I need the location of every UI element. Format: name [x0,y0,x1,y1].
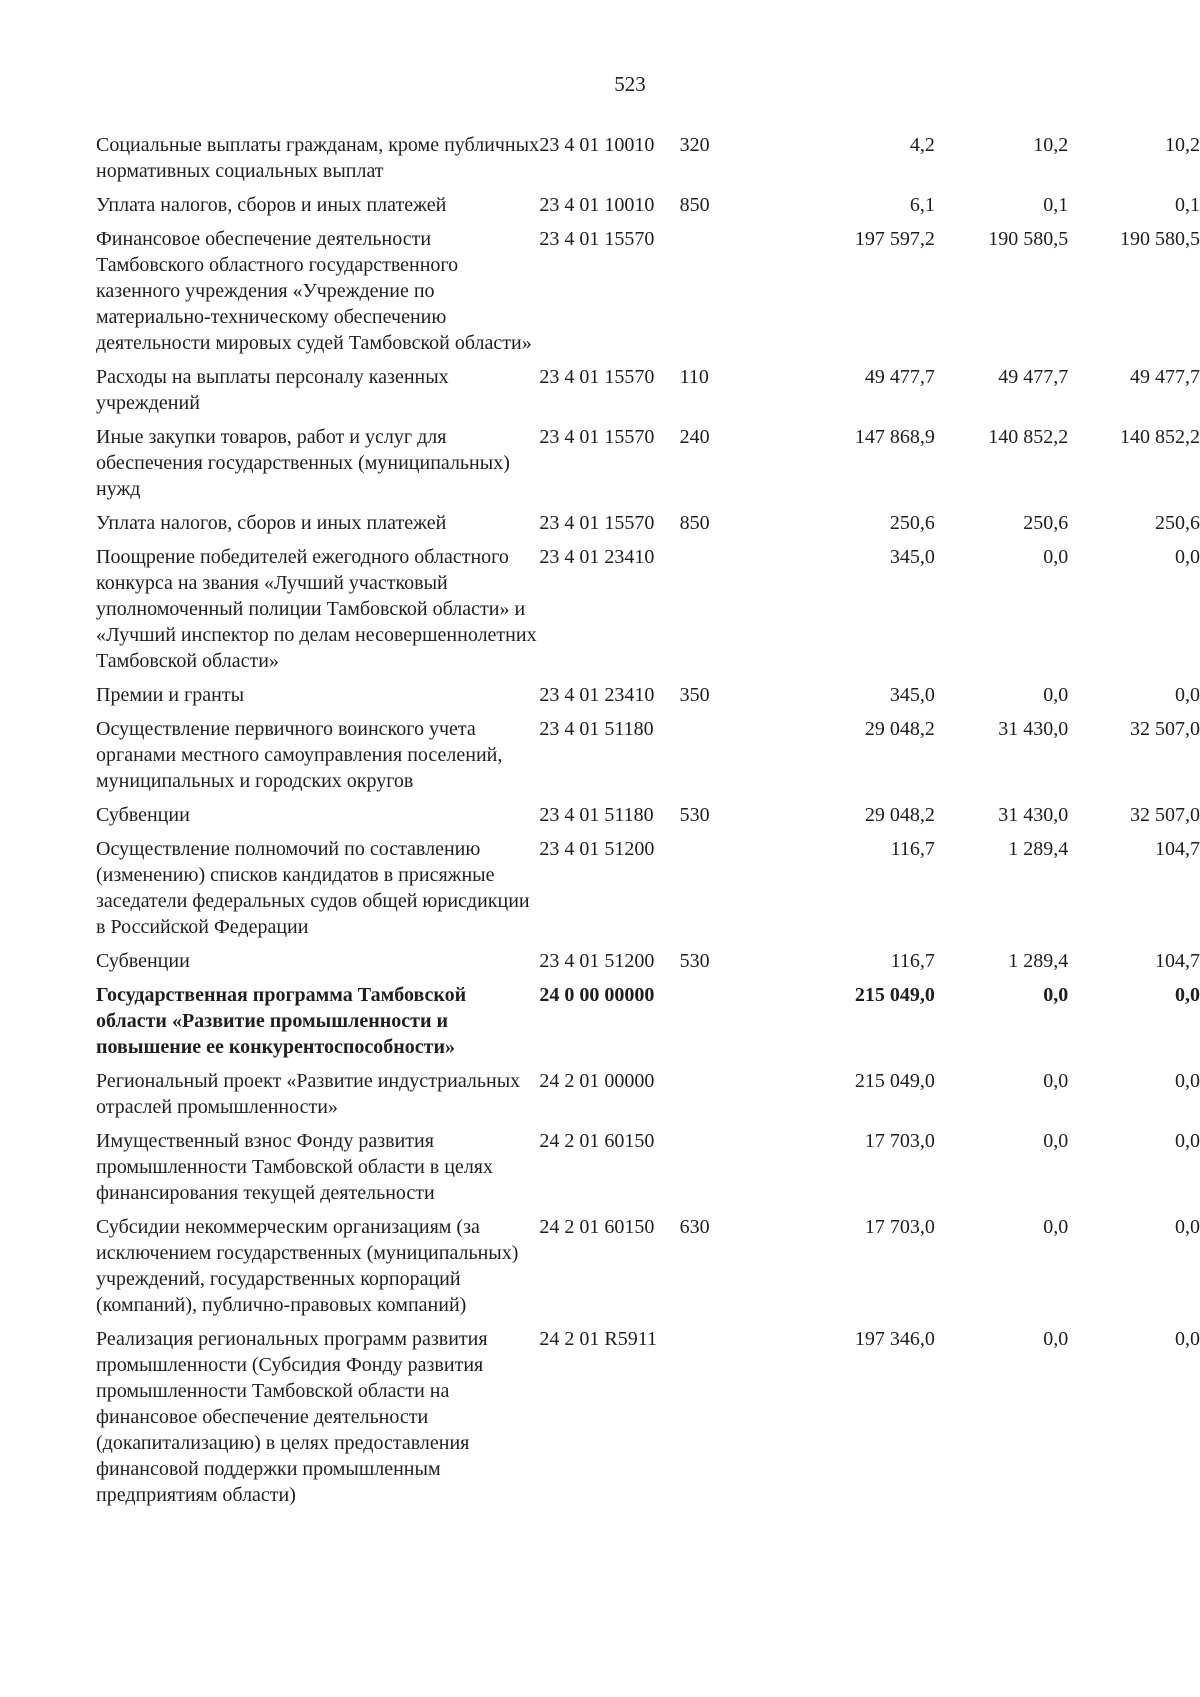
amount-year-3-cell: 250,6 [1155,512,1200,534]
target-article-code-cell: 24 2 01 60150 [539,1130,655,1152]
amount-year-1-cell: 17 703,0 [864,1216,935,1238]
expense-type-code-cell [680,1128,732,1214]
table-row [96,836,1200,948]
amount-year-2-cell: 49 477,7 [998,366,1069,388]
row-name-cell: Поощрение победителей ежегодного областного конкурса на звания «Лучший участковый уполномоченный полиции Тамбовской области» и «Лучший инспектор по делам несовершеннолетних Тамбовской области» [96,546,537,672]
table-row [96,510,1200,544]
amount-year-1-cell: 345,0 [889,684,935,706]
row-name-cell: Премии и гранты [96,684,245,706]
target-article-code-cell: 23 4 01 23410 [539,546,655,568]
table-row [96,982,1200,1068]
amount-year-2-cell: 250,6 [1023,512,1069,534]
row-name-cell: Субвенции [96,950,190,972]
expense-type-code-cell [680,982,732,1068]
amount-year-1-cell: 6,1 [909,194,935,216]
table-row [96,1128,1200,1214]
amount-year-3-cell: 104,7 [1155,950,1200,972]
amount-year-3-cell: 10,2 [1165,134,1200,156]
amount-year-3-cell: 0,0 [1175,1070,1200,1092]
target-article-code-cell: 24 0 00 00000 [539,984,655,1006]
row-name-cell: Уплата налогов, сборов и иных платежей [96,512,447,534]
amount-year-3-cell: 0,1 [1175,194,1200,216]
amount-year-3-cell: 32 507,0 [1130,804,1200,826]
target-article-code-cell: 24 2 01 00000 [539,1070,655,1092]
budget-table [96,132,1200,1516]
row-name-cell: Государственная программа Тамбовской области «Развитие промышленности и повышение ее конкурентоспособности» [96,984,467,1058]
row-name-cell: Социальные выплаты гражданам, кроме публичных нормативных социальных выплат [96,134,540,182]
row-name-cell: Осуществление первичного воинского учета органами местного самоуправления поселений, муниципальных и городских округов [96,718,503,792]
table-row [96,424,1200,510]
amount-year-2-cell: 31 430,0 [998,804,1069,826]
row-name-cell: Финансовое обеспечение деятельности Тамбовского областного государственного казенного учреждения «Учреждение по материально-техническому обеспечению деятельности мировых судей Тамбовской области» [96,228,532,354]
amount-year-2-cell: 1 289,4 [1008,950,1069,972]
amount-year-3-cell: 140 852,2 [1120,426,1200,448]
table-row [96,132,1200,192]
target-article-code-cell: 24 2 01 60150 [539,1216,655,1238]
target-article-code-cell: 23 4 01 51180 [539,718,654,740]
amount-year-1-cell: 116,7 [890,838,935,860]
amount-year-2-cell: 0,1 [1043,194,1069,216]
row-name-cell: Имущественный взнос Фонду развития промышленности Тамбовской области в целях финансирования текущей деятельности [96,1130,493,1204]
target-article-code-cell: 23 4 01 15570 [539,512,655,534]
expense-type-code-cell: 630 [679,1216,710,1238]
table-row [96,716,1200,802]
amount-year-2-cell: 190 580,5 [988,228,1069,250]
table-row [96,1214,1200,1326]
expense-type-code-cell [680,1068,732,1128]
amount-year-2-cell: 0,0 [1043,684,1069,706]
amount-year-1-cell: 215 049,0 [854,984,935,1006]
row-name-cell: Региональный проект «Развитие индустриальных отраслей промышленности» [96,1070,521,1118]
amount-year-2-cell: 0,0 [1043,984,1069,1006]
amount-year-2-cell: 0,0 [1043,1130,1069,1152]
target-article-code-cell: 23 4 01 15570 [539,426,655,448]
amount-year-1-cell: 116,7 [890,950,935,972]
page-number: 523 [614,72,646,96]
amount-year-3-cell: 104,7 [1155,838,1200,860]
target-article-code-cell: 23 4 01 10010 [539,194,655,216]
amount-year-3-cell: 0,0 [1175,1130,1200,1152]
expense-type-code-cell [680,1326,732,1516]
table-row [96,544,1200,682]
expense-type-code-cell [680,226,732,364]
expense-type-code-cell: 320 [679,134,710,156]
amount-year-1-cell: 49 477,7 [864,366,935,388]
table-row [96,192,1200,226]
expense-type-code-cell: 110 [679,366,709,388]
target-article-code-cell: 23 4 01 10010 [539,134,655,156]
amount-year-3-cell: 49 477,7 [1130,366,1200,388]
expense-type-code-cell: 530 [679,804,710,826]
expense-type-code-cell: 530 [679,950,710,972]
row-name-cell: Расходы на выплаты персоналу казенных учреждений [96,366,449,414]
table-row [96,226,1200,364]
amount-year-2-cell: 10,2 [1033,134,1069,156]
amount-year-2-cell: 140 852,2 [988,426,1069,448]
expense-type-code-cell: 240 [679,426,710,448]
row-name-cell: Уплата налогов, сборов и иных платежей [96,194,447,216]
table-row [96,802,1200,836]
row-name-cell: Субвенции [96,804,190,826]
amount-year-3-cell: 0,0 [1175,984,1200,1006]
amount-year-2-cell: 0,0 [1043,546,1069,568]
budget-table-body [96,132,1200,1516]
row-name-cell: Иные закупки товаров, работ и услуг для обеспечения государственных (муниципальных) нужд [96,426,510,500]
row-name-cell: Осуществление полномочий по составлению (изменению) списков кандидатов в присяжные заседатели федеральных судов общей юрисдикции в Российской Федерации [96,838,530,938]
amount-year-2-cell: 31 430,0 [998,718,1069,740]
expense-type-code-cell [680,836,732,948]
amount-year-1-cell: 197 346,0 [854,1328,935,1350]
amount-year-1-cell: 17 703,0 [864,1130,935,1152]
table-row [96,1068,1200,1128]
amount-year-1-cell: 215 049,0 [854,1070,935,1092]
amount-year-1-cell: 250,6 [889,512,935,534]
target-article-code-cell: 23 4 01 51180 [539,804,654,826]
expense-type-code-cell [680,544,732,682]
target-article-code-cell: 23 4 01 15570 [539,366,655,388]
amount-year-1-cell: 197 597,2 [854,228,935,250]
table-row [96,682,1200,716]
amount-year-3-cell: 0,0 [1175,1328,1200,1350]
amount-year-1-cell: 29 048,2 [864,804,935,826]
table-row [96,1326,1200,1516]
amount-year-3-cell: 32 507,0 [1130,718,1200,740]
expense-type-code-cell: 850 [679,512,710,534]
table-row [96,948,1200,982]
expense-type-code-cell: 850 [679,194,710,216]
row-name-cell: Реализация региональных программ развития промышленности (Субсидия Фонду развития промышленности Тамбовской области на финансовое обеспечение деятельности (докапитализацию) в целях предоставления финансовой поддержки промышленным предприятиям области) [96,1328,488,1506]
target-article-code-cell: 24 2 01 R5911 [539,1328,658,1350]
table-row [96,364,1200,424]
amount-year-3-cell: 190 580,5 [1120,228,1200,250]
expense-type-code-cell: 350 [679,684,710,706]
target-article-code-cell: 23 4 01 51200 [539,838,655,860]
amount-year-3-cell: 0,0 [1175,546,1200,568]
amount-year-1-cell: 345,0 [889,546,935,568]
amount-year-3-cell: 0,0 [1175,684,1200,706]
target-article-code-cell: 23 4 01 15570 [539,228,655,250]
row-name-cell: Субсидии некоммерческим организациям (за исключением государственных (муниципальных) учреждений, государственных корпораций (компаний), публично-правовых компаний) [96,1216,519,1316]
amount-year-3-cell: 0,0 [1175,1216,1200,1238]
amount-year-1-cell: 147 868,9 [854,426,935,448]
amount-year-2-cell: 1 289,4 [1008,838,1069,860]
target-article-code-cell: 23 4 01 51200 [539,950,655,972]
target-article-code-cell: 23 4 01 23410 [539,684,655,706]
amount-year-1-cell: 4,2 [909,134,935,156]
amount-year-2-cell: 0,0 [1043,1070,1069,1092]
expense-type-code-cell [680,716,732,802]
amount-year-2-cell: 0,0 [1043,1328,1069,1350]
amount-year-1-cell: 29 048,2 [864,718,935,740]
amount-year-2-cell: 0,0 [1043,1216,1069,1238]
